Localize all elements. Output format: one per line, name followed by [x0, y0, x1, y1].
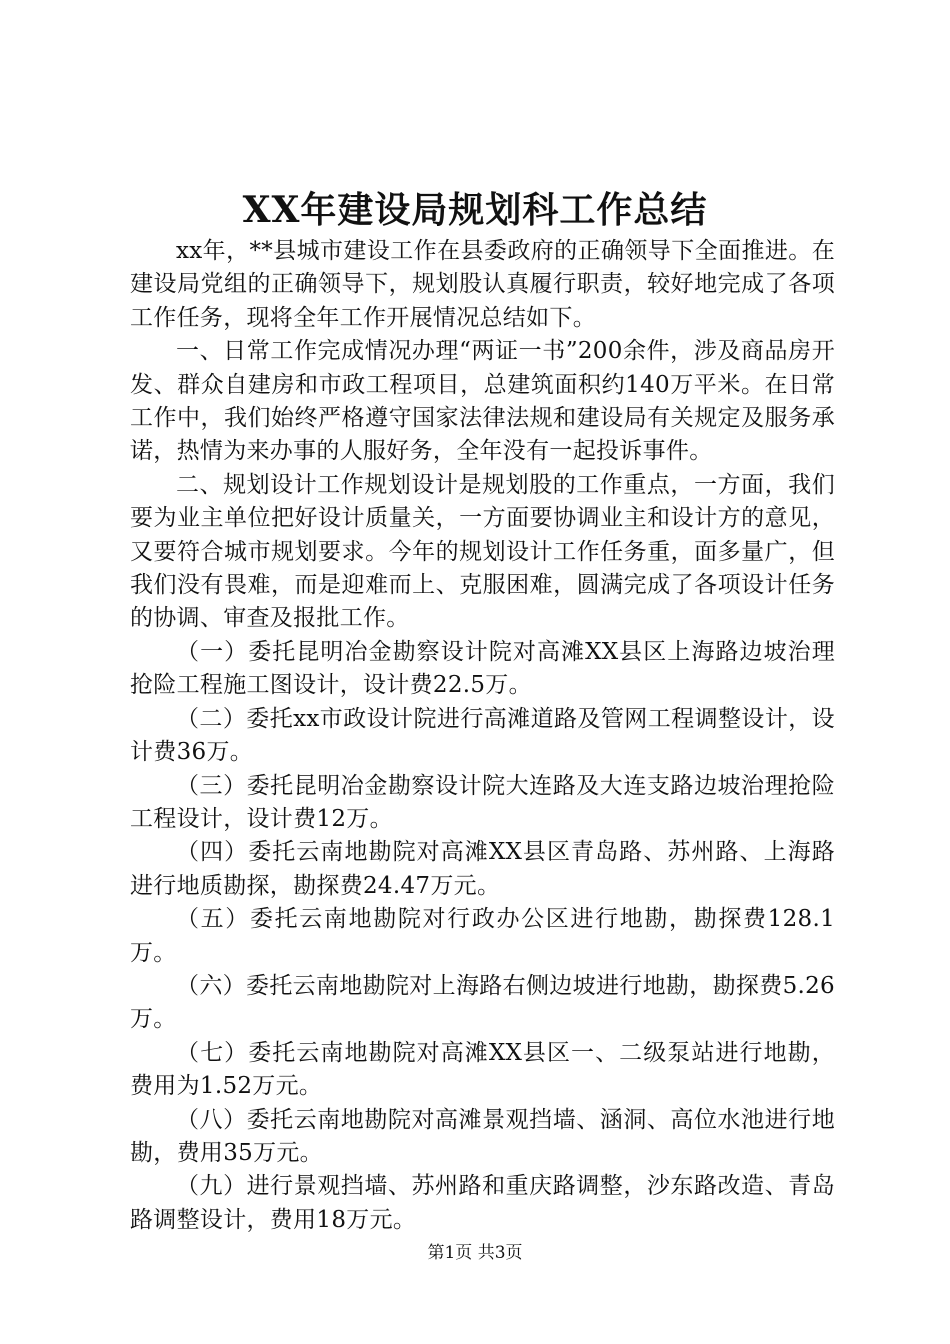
paragraph-section-1: 一、日常工作完成情况办理“两证一书”200余件，涉及商品房开发、群众自建房和市政工程项目，总建筑面积约140万平米。在日常工作中，我们始终严格遵守国家法律法规和建设局有关规定及服务承诺，热情为来办事的人服好务，全年没有一起投诉事件。: [130, 338, 835, 465]
list-item: （一）委托昆明冶金勘察设计院对高滩XX县区上海路边坡治理抢险工程施工图设计，设计费22.5万。: [130, 638, 835, 699]
document-body: [130, 235, 835, 1237]
list-item: （七）委托云南地勘院对高滩XX县区一、二级泵站进行地勘，费用为1.52万元。: [130, 1039, 835, 1100]
list-item: （三）委托昆明冶金勘察设计院大连路及大连支路边坡治理抢险工程设计，设计费12万。: [130, 772, 835, 832]
list-item: （四）委托云南地勘院对高滩XX县区青岛路、苏州路、上海路进行地质勘探，勘探费24.47万元。: [130, 839, 835, 899]
list-item: （八）委托云南地勘院对高滩景观挡墙、涵洞、高位水池进行地勘，费用35万元。: [130, 1106, 835, 1166]
list-item: （二）委托xx市政设计院进行高滩道路及管网工程调整设计，设计费36万。: [130, 705, 835, 766]
list-item: （六）委托云南地勘院对上海路右侧边坡进行地勘，勘探费5.26万。: [130, 972, 835, 1033]
page-footer: 第1页 共3页: [427, 1243, 523, 1263]
list-item: （五）委托云南地勘院对行政办公区进行地勘，勘探费128.1万。: [130, 906, 835, 966]
list-item: （九）进行景观挡墙、苏州路和重庆路调整，沙东路改造、青岛路调整设计，费用18万元。: [130, 1173, 835, 1233]
paragraph-intro: xx年，**县城市建设工作在县委政府的正确领导下全面推进。在建设局党组的正确领导下，规划股认真履行职责，较好地完成了各项工作任务，现将全年工作开展情况总结如下。: [130, 238, 835, 331]
paragraph-section-2: 二、规划设计工作规划设计是规划股的工作重点，一方面，我们要为业主单位把好设计质量关，一方面要协调业主和设计方的意见，又要符合城市规划要求。今年的规划设计工作任务重，面多量广，但我们没有畏难，而是迎难而上、克服困难，圆满完成了各项设计任务的协调、审查及报批工作。: [130, 471, 835, 632]
document-title: XX年建设局规划科工作总结: [242, 189, 708, 231]
